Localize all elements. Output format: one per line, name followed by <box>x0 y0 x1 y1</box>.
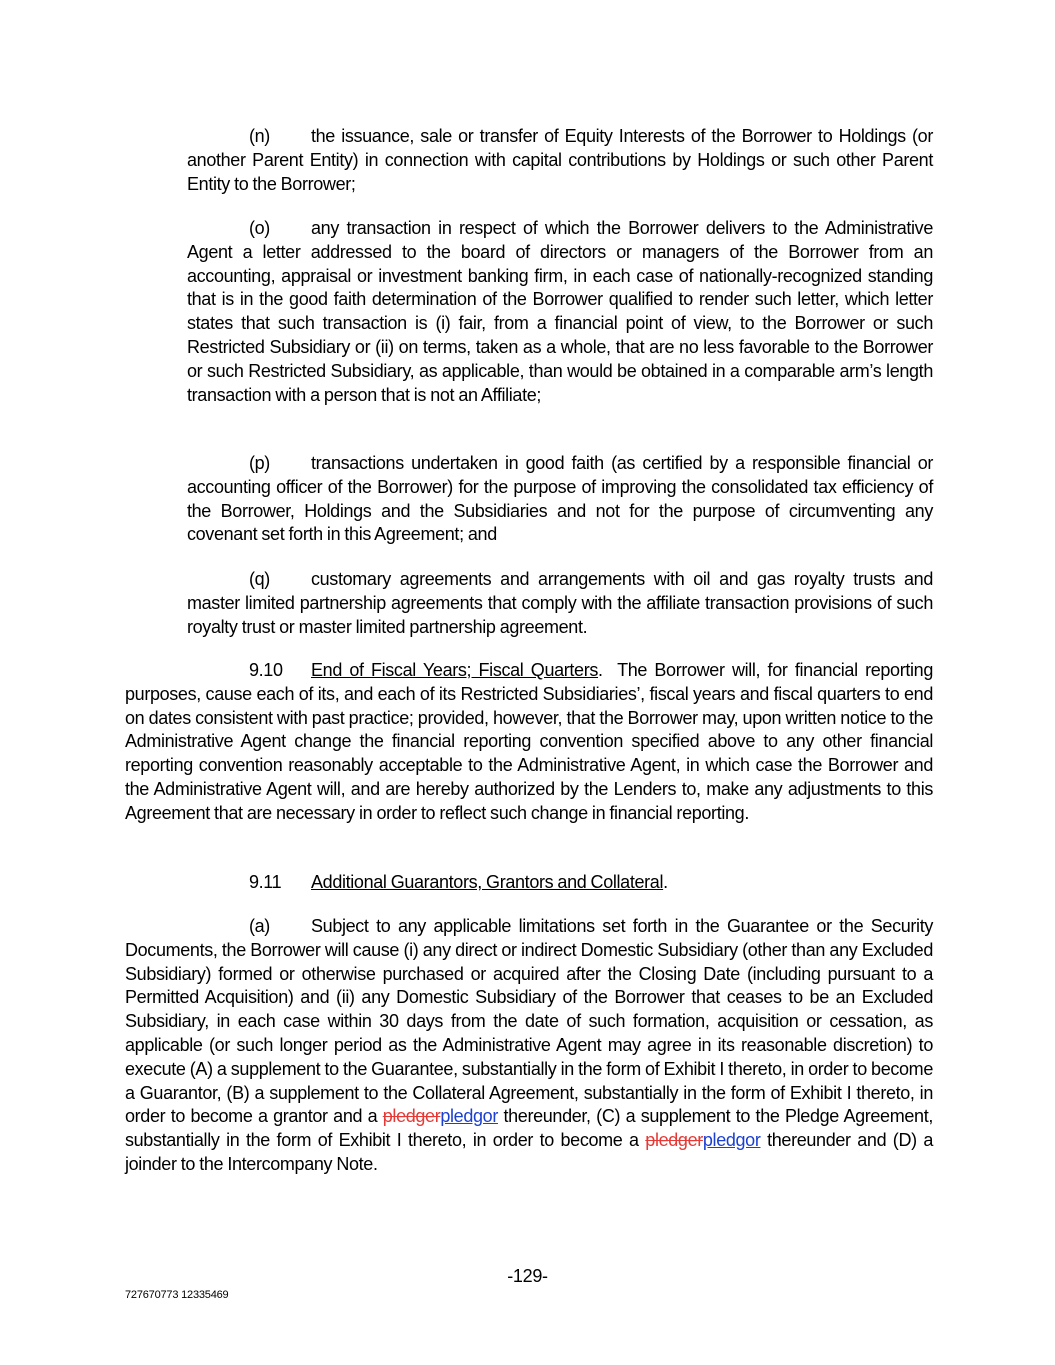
deleted-text-pledger-2: pledger <box>645 1130 703 1151</box>
paragraph-o-label: (o) <box>249 218 270 238</box>
paragraph-p-text: transactions undertaken in good faith (as certified by a responsible financial or accounting officer of the Borrower) for the purpose of improving the consolidated tax efficiency of the Borrower, Holdings and the Subsidiaries and not for the purpose of circumventing any covenant set forth in this Agreement; and <box>187 453 933 545</box>
paragraph-q-label: (q) <box>249 569 270 589</box>
page-number: -129- <box>507 1266 548 1286</box>
document-id: 727670773 12335469 <box>125 1289 229 1301</box>
subsection-a-label: (a) <box>249 916 270 936</box>
subsection-a-text-2: thereunder, (C) a supplement to the Pledge Agreement, substantially in the form of Exhibit I thereto, in order to become a <box>125 1106 933 1151</box>
paragraph-o <box>187 217 933 407</box>
deleted-text-pledger-1: pledger <box>382 1106 441 1127</box>
subsection-a-text-3: thereunder and (D) a joinder to the Intercompany Note. <box>125 1130 933 1174</box>
paragraph-p-label: (p) <box>249 453 270 473</box>
paragraph-q <box>187 568 933 639</box>
paragraph-n-text: the issuance, sale or transfer of Equity Interests of the Borrower to Holdings (or another Parent Entity) in connection with capital contributions by Holdings or such other Parent Entity to the Borrower; <box>187 126 933 194</box>
section-9-11 <box>125 871 933 895</box>
section-9-10 <box>125 659 933 826</box>
section-9-10-heading: End of Fiscal Years; Fiscal Quarters <box>311 660 599 680</box>
subsection-a-text-1: Subject to any applicable limitations set forth in the Guarantee or the Security Documents, the Borrower will cause (i) any direct or indirect Domestic Subsidiary (other than any Excluded Subsidiary) formed or otherwise purchased or acquired after the Closing Date (including pursuant to a Permitted Acquisition) and (ii) any Domestic Subsidiary of the Borrower that ceases to be an Excluded Subsidiary, in each case within 30 days from the date of such formation, acquisition or cessation, as applicable (or such longer period as the Administrative Agent may agree in its reasonable discretion) to execute (A) a supplement to the Guarantee, substantially in the form of Exhibit I thereto, in order to become a Guarantor, (B) a supplement to the Collateral Agreement, substantially in the form of Exhibit I thereto, in order to become a grantor and a <box>125 916 933 1127</box>
paragraph-n-label: (n) <box>249 126 270 146</box>
section-9-11-heading-end: . <box>663 872 668 892</box>
section-9-11-heading: Additional Guarantors, Grantors and Collateral <box>311 872 664 892</box>
subsection-a <box>125 915 933 1177</box>
section-9-10-number: 9.10 <box>249 660 283 680</box>
section-9-10-heading-end: . <box>598 660 603 680</box>
paragraph-q-text: customary agreements and arrangements with oil and gas royalty trusts and master limited partnership agreements that comply with the affiliate transaction provisions of such royalty trust or master limited partnership agreement. <box>187 569 933 637</box>
paragraph-n <box>187 125 933 196</box>
section-9-11-number: 9.11 <box>249 872 282 892</box>
inserted-text-pledgor-2: pledgor <box>702 1130 761 1151</box>
section-9-10-body: The Borrower will, for financial reporting purposes, cause each of its, and each of its Restricted Subsidiaries’, fiscal years and fiscal quarters to end on dates consistent with past practice; provided, however, that the Borrower may, upon written notice to the Administrative Agent change the financial reporting convention specified above to any other financial reporting convention reasonably acceptable to the Administrative Agent, in which case the Borrower and the Administrative Agent will, and are hereby authorized by the Lenders to, make any adjustments to this Agreement that are necessary in order to reflect such change in financial reporting. <box>125 660 933 823</box>
inserted-text-pledgor-1: pledgor <box>440 1106 498 1127</box>
paragraph-o-text: any transaction in respect of which the Borrower delivers to the Administrative Agent a letter addressed to the board of directors or managers of the Borrower from an accounting, appraisal or investment banking firm, in each case of nationally-recognized standing that is in the good faith determination of the Borrower qualified to render such letter, which letter states that such transaction is (i) fair, from a financial point of view, to the Borrower or such Restricted Subsidiary or (ii) on terms, taken as a whole, that are no less favorable to the Borrower or such Restricted Subsidiary, as applicable, than would be obtained in a comparable arm’s length transaction with a person that is not an Affiliate; <box>187 218 933 405</box>
paragraph-p <box>187 452 933 547</box>
